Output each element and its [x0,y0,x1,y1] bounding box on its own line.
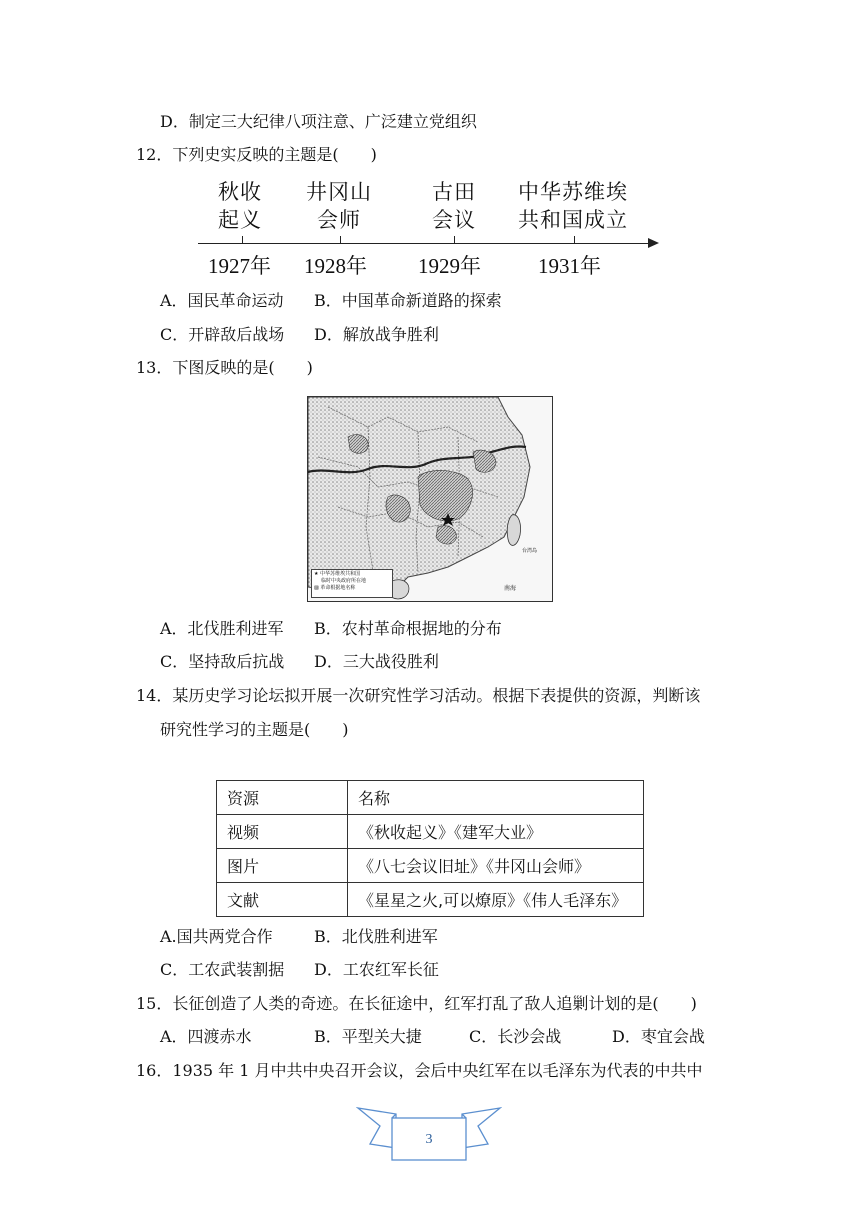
table-cell: 文献 [217,883,348,917]
q16-stem: 16．1935 年 1 月中共中央召开会议，会后中央红军在以毛泽东为代表的中共中 [136,1061,703,1080]
q14-option-a: A.国共两党合作 [160,927,273,946]
table-row [217,883,644,917]
q15-stem: 15．长征创造了人类的奇迹。在长征途中，红军打乱了敌人追剿计划的是( ) [136,994,697,1013]
q12-stem: 12．下列史实反映的主题是( ) [136,145,377,164]
map-legend [311,569,393,598]
q12-option-d: D．解放战争胜利 [314,325,439,344]
q15-option-b: B．平型关大捷 [314,1027,422,1046]
map-label-taiwan: 台湾岛 [522,548,538,554]
q15-option-d: D．枣宜会战 [612,1027,705,1046]
q14-option-c: C．工农武装割据 [160,960,285,979]
timeline-event-2: 井冈山 会师 [306,180,372,232]
q14-option-b: B．北伐胜利进军 [314,927,438,946]
table-cell: 《八七会议旧址》《井冈山会师》 [348,849,644,883]
q13-map-figure [307,396,553,602]
q13-option-b: B．农村革命根据地的分布 [314,619,502,638]
map-legend-capital: ★ 中华苏维埃共和国 [314,571,361,577]
timeline-year-2: 1928年 [304,254,367,278]
q14-stem-line2: 研究性学习的主题是( ) [160,720,349,739]
timeline-tick [242,236,243,243]
q12-option-a: A．国民革命运动 [160,291,284,310]
q15-option-a: A．四渡赤水 [160,1027,252,1046]
timeline-event-4: 中华苏维埃 共和国成立 [518,180,628,232]
timeline-tick [340,236,341,243]
timeline-event-1: 秋收 起义 [218,180,262,232]
page-number: 3 [425,1132,433,1147]
q12-option-c: C．开辟敌后战场 [160,325,285,344]
map-label-sea: 南海 [504,585,517,592]
q12-timeline [198,178,660,278]
q14-stem-line1: 14．某历史学习论坛拟开展一次研究性学习活动。根据下表提供的资源，判断该 [136,686,701,705]
table-header-cell: 资源 [217,781,348,815]
table-cell: 《星星之火,可以燎原》《伟人毛泽东》 [348,883,644,917]
q13-option-d: D．三大战役胜利 [314,652,439,671]
table-header-row [217,781,644,815]
table-cell: 《秋收起义》《建军大业》 [348,815,644,849]
q13-option-a: A．北伐胜利进军 [160,619,284,638]
table-cell: 图片 [217,849,348,883]
timeline-arrow-icon [648,238,659,248]
table-row [217,815,644,849]
q11-option-d: D．制定三大纪律八项注意、广泛建立党组织 [160,112,477,131]
timeline-year-3: 1929年 [418,254,481,278]
q12-option-b: B．中国革命新道路的探索 [314,291,502,310]
page-number-badge [356,1104,502,1162]
q13-stem: 13．下图反映的是( ) [136,358,313,377]
q13-option-c: C．坚持敌后抗战 [160,652,285,671]
map-legend-base: ▨ 革命根据地名称 [314,585,356,591]
timeline-tick [574,236,575,243]
q14-resource-table [216,780,644,917]
q14-option-d: D．工农红军长征 [314,960,439,979]
table-row [217,849,644,883]
timeline-year-1: 1927年 [208,254,271,278]
timeline-event-3: 古田 会议 [432,180,476,232]
table-header-cell: 名称 [348,781,644,815]
timeline-year-4: 1931年 [538,254,601,278]
map-legend-capital-note: 临时中央政府所在地 [321,578,367,584]
timeline-axis [198,243,650,244]
table-cell: 视频 [217,815,348,849]
timeline-tick [454,236,455,243]
q15-option-c: C．长沙会战 [469,1027,562,1046]
